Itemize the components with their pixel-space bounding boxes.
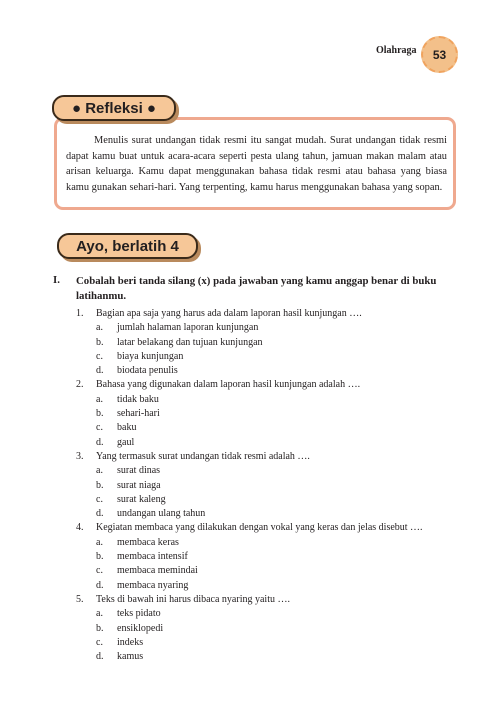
option-text: membaca memindai: [117, 565, 198, 577]
latihan-title: Ayo, berlatih 4: [57, 233, 198, 259]
question-text: Bahasa yang digunakan dalam laporan hasil kunjungan adalah ….: [96, 379, 361, 391]
option-letter: b.: [96, 622, 104, 634]
question-number: 1.: [76, 308, 84, 319]
option-2d: [76, 436, 476, 450]
option-4c: [76, 564, 476, 578]
question-3: [76, 450, 476, 464]
section-number: I.: [53, 274, 60, 286]
option-text: sehari-hari: [117, 408, 160, 420]
option-1d: [76, 364, 476, 378]
question-2: [76, 378, 476, 392]
option-text: teks pidato: [117, 608, 161, 620]
option-letter: d.: [96, 365, 104, 377]
question-5: [76, 593, 476, 607]
page-number-badge: 53: [421, 36, 458, 73]
option-text: membaca keras: [117, 536, 179, 548]
option-3d: [76, 507, 476, 521]
option-text: ensiklopedi: [117, 622, 164, 634]
section-instruction: Cobalah beri tanda silang (x) pada jawaban yang kamu anggap benar di buku latihanmu.: [76, 275, 437, 302]
question-number: 5.: [76, 593, 84, 605]
option-1c: [76, 350, 476, 364]
option-3a: [76, 464, 476, 478]
option-letter: a.: [96, 465, 103, 477]
running-header: Olahraga: [376, 45, 417, 56]
question-text: Kegiatan membaca yang dilakukan dengan vokal yang keras dan jelas disebut ….: [96, 522, 423, 534]
option-letter: d.: [96, 508, 104, 520]
option-5a: [76, 607, 476, 621]
option-text: baku: [117, 422, 137, 434]
option-4b: [76, 550, 476, 564]
option-letter: c.: [96, 636, 103, 648]
option-text: biaya kunjungan: [117, 350, 184, 362]
refleksi-text: Menulis surat undangan tidak resmi itu sangat mudah. Surat undangan tidak resmi dapat kamu buat untuk acara-acara seperti pesta ulang tahun, jamuan makan malam atau arisan keluarga. Kamu dapat menggunakan bahasa tidak resmi atau bahasa yang biasa kamu gunakan sehari-hari. Yang terpenting, kamu harus menggunakan bahasa yang sopan.: [66, 135, 447, 193]
option-5d: [76, 650, 476, 664]
option-letter: a.: [96, 322, 103, 334]
option-text: gaul: [117, 436, 135, 448]
option-5c: [76, 636, 476, 650]
option-4a: [76, 536, 476, 550]
option-text: tidak baku: [117, 393, 159, 405]
option-letter: c.: [96, 422, 103, 434]
question-4: [76, 521, 476, 535]
option-4d: [76, 579, 476, 593]
option-text: membaca nyaring: [117, 579, 189, 591]
option-letter: d.: [96, 436, 104, 448]
option-letter: b.: [96, 408, 104, 420]
option-text: undangan ulang tahun: [117, 508, 206, 520]
question-list: [76, 307, 476, 664]
option-3b: [76, 479, 476, 493]
refleksi-title: ● Refleksi ●: [52, 95, 176, 121]
option-letter: c.: [96, 350, 103, 362]
option-2c: [76, 421, 476, 435]
option-letter: b.: [96, 551, 104, 563]
question-text: Teks di bawah ini harus dibaca nyaring yaitu ….: [96, 593, 290, 605]
option-text: biodata penulis: [117, 365, 178, 377]
option-5b: [76, 622, 476, 636]
option-1a: [76, 321, 476, 335]
option-letter: a.: [96, 608, 103, 620]
question-text: Bagian apa saja yang harus ada dalam laporan hasil kunjungan ….: [96, 308, 362, 319]
question-number: 2.: [76, 379, 84, 391]
option-letter: a.: [96, 393, 103, 405]
option-letter: a.: [96, 536, 103, 548]
question-number: 3.: [76, 450, 84, 462]
option-2a: [76, 393, 476, 407]
option-letter: c.: [96, 565, 103, 577]
question-number: 4.: [76, 522, 84, 534]
question-text: Yang termasuk surat undangan tidak resmi adalah ….: [96, 450, 310, 462]
option-text: surat kaleng: [117, 493, 166, 505]
option-1b: [76, 336, 476, 350]
option-text: surat dinas: [117, 465, 161, 477]
option-3c: [76, 493, 476, 507]
option-letter: b.: [96, 336, 104, 348]
option-2b: [76, 407, 476, 421]
option-letter: d.: [96, 651, 104, 663]
option-letter: b.: [96, 479, 104, 491]
question-1: [76, 307, 476, 321]
option-text: latar belakang dan tujuan kunjungan: [117, 336, 263, 348]
option-text: membaca intensif: [117, 551, 188, 563]
option-text: kamus: [117, 651, 144, 663]
option-letter: d.: [96, 579, 104, 591]
option-letter: c.: [96, 493, 103, 505]
option-text: indeks: [117, 636, 144, 648]
option-text: surat niaga: [117, 479, 161, 491]
option-text: jumlah halaman laporan kunjungan: [117, 322, 259, 334]
